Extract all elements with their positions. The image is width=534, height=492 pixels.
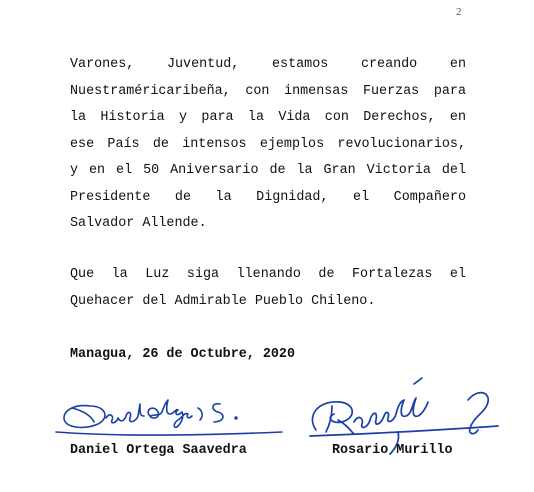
text-line: y en el 50 Aniversario de la Gran Victoria del <box>70 163 466 178</box>
signer-name-left: Daniel Ortega Saavedra <box>70 443 247 458</box>
text-line: Presidente de la Dignidad, el Compañero <box>70 189 466 205</box>
text-line: la Historia y para la Vida con Derechos, en <box>70 110 466 125</box>
text-line: Nuestraméricaribeña, con inmensas Fuerzas para <box>70 83 466 99</box>
text-line: Que la Luz siga llenando de Fortalezas el <box>70 267 466 282</box>
text-line: ese País de intensos ejemplos revolucionarios, <box>70 136 466 152</box>
letter-paragraph-2 <box>70 262 466 315</box>
place-and-date: Managua, 26 de Octubre, 2020 <box>70 347 295 362</box>
signature-daniel-ortega <box>50 388 290 442</box>
signer-name-right: Rosario Murillo <box>332 443 453 458</box>
letter-paragraph-1 <box>70 52 466 238</box>
page-number: 2 <box>456 6 462 18</box>
text-line: Quehacer del Admirable Pueblo Chileno. <box>70 293 376 309</box>
text-line: Varones, Juventud, estamos creando en <box>70 57 466 72</box>
text-line: Salvador Allende. <box>70 216 207 231</box>
